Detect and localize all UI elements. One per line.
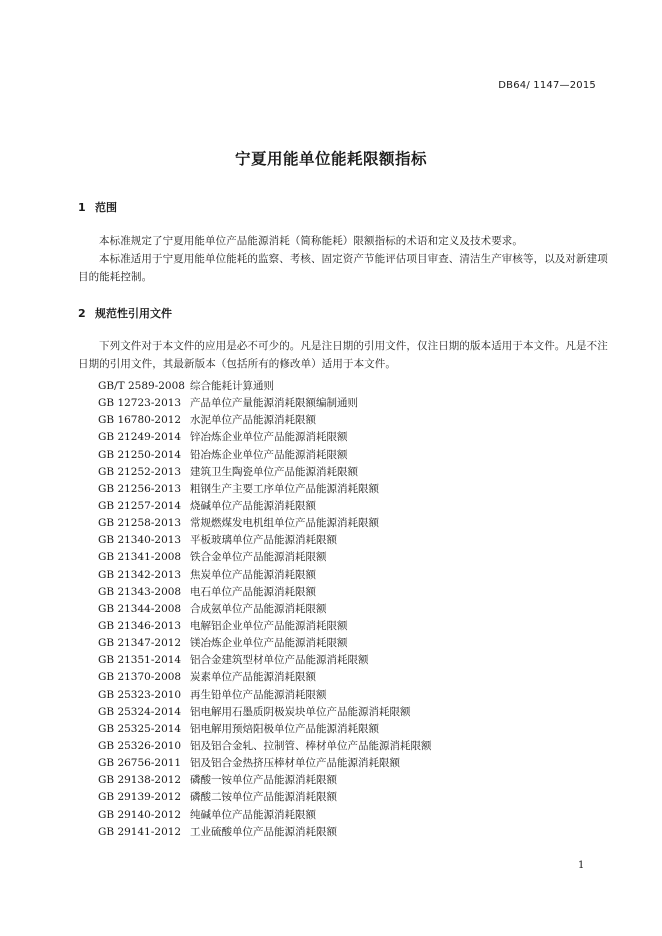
reference-code: GB 21342-2013 <box>98 568 182 581</box>
reference-code: GB 25325-2014 <box>98 722 182 735</box>
reference-title: 铝电解用预焙阳极单位产品能源消耗限额 <box>190 722 379 735</box>
reference-title: 综合能耗计算通则 <box>190 380 274 392</box>
reference-item <box>98 378 432 395</box>
reference-title: 合成氨单位产品能源消耗限额 <box>190 602 327 615</box>
section-heading-normative-references <box>78 305 172 321</box>
reference-title: 铝电解用石墨质阴极炭块单位产品能源消耗限额 <box>190 705 411 718</box>
reference-code: GB 21249-2014 <box>98 431 182 444</box>
reference-item <box>98 789 432 806</box>
reference-item <box>98 635 432 652</box>
reference-code: GB 21257-2014 <box>98 499 182 512</box>
reference-title: 磷酸二铵单位产品能源消耗限额 <box>190 791 337 804</box>
document-title: 宁夏用能单位能耗限额指标 <box>234 150 427 168</box>
reference-code: GB 21343-2008 <box>98 585 182 598</box>
reference-title: 再生铅单位产品能源消耗限额 <box>190 688 327 701</box>
reference-code: GB 21347-2012 <box>98 637 182 650</box>
section-number: 2 <box>78 307 86 320</box>
reference-title: 磷酸一铵单位产品能源消耗限额 <box>190 774 337 787</box>
reference-title: 电石单位产品能源消耗限额 <box>190 585 316 598</box>
reference-code: GB 25326-2010 <box>98 739 182 752</box>
reference-code: GB 21258-2013 <box>98 517 182 530</box>
reference-item <box>98 772 432 789</box>
paragraph: 下列文件对于本文件的应用是必不可少的。凡是注日期的引用文件，仅注日期的版本适用于本文件。凡是不注日期的引用文件，其最新版本（包括所有的修改单）适用于本文件。 <box>78 340 608 370</box>
reference-title: 铝合金建筑型材单位产品能源消耗限额 <box>190 654 369 667</box>
reference-item <box>98 481 432 498</box>
reference-item <box>98 549 432 566</box>
standard-code: DB64/ 1147—2015 <box>498 80 596 91</box>
section-title: 范围 <box>95 201 117 214</box>
reference-title: 建筑卫生陶瓷单位产品能源消耗限额 <box>190 465 358 478</box>
reference-code: GB 21340-2013 <box>98 534 182 547</box>
reference-title: 锌冶炼企业单位产品能源消耗限额 <box>190 431 348 444</box>
reference-title: 铅冶炼企业单位产品能源消耗限额 <box>190 448 348 461</box>
reference-item <box>98 687 432 704</box>
reference-item <box>98 429 432 446</box>
reference-title: 铝及铝合金轧、拉制管、棒材单位产品能源消耗限额 <box>190 739 432 752</box>
reference-code: GB 25324-2014 <box>98 705 182 718</box>
reference-code: GB 21256-2013 <box>98 482 182 495</box>
reference-title: 烧碱单位产品能源消耗限额 <box>190 499 316 512</box>
reference-item <box>98 669 432 686</box>
reference-item <box>98 464 432 481</box>
section-number: 1 <box>78 201 86 214</box>
reference-title: 粗钢生产主要工序单位产品能源消耗限额 <box>190 482 379 495</box>
reference-code: GB 21252-2013 <box>98 465 182 478</box>
reference-code: GB 21341-2008 <box>98 551 182 564</box>
reference-item <box>98 532 432 549</box>
reference-item <box>98 618 432 635</box>
reference-title: 镁冶炼企业单位产品能源消耗限额 <box>190 637 348 650</box>
reference-code: GB 26756-2011 <box>98 757 182 770</box>
reference-code: GB 21250-2014 <box>98 448 182 461</box>
reference-title: 焦炭单位产品能源消耗限额 <box>190 568 316 581</box>
reference-item <box>98 601 432 618</box>
reference-title: 平板玻璃单位产品能源消耗限额 <box>190 534 337 547</box>
reference-code: GB/T 2589-2008 <box>98 380 185 392</box>
reference-title: 炭素单位产品能源消耗限额 <box>190 671 316 684</box>
reference-item <box>98 755 432 772</box>
reference-title: 工业硫酸单位产品能源消耗限额 <box>190 825 337 838</box>
reference-list <box>98 378 432 841</box>
reference-item <box>98 395 432 412</box>
reference-item <box>98 498 432 515</box>
page-number: 1 <box>578 860 585 871</box>
reference-code: GB 16780-2012 <box>98 414 182 427</box>
reference-code: GB 29139-2012 <box>98 791 182 804</box>
reference-code: GB 29138-2012 <box>98 774 182 787</box>
reference-title: 常规燃煤发电机组单位产品能源消耗限额 <box>190 517 379 530</box>
paragraph: 本标准适用于宁夏用能单位能耗的监察、考核、固定资产节能评估项目审查、清洁生产审核等，以及对新建项目的能耗控制。 <box>78 253 608 283</box>
reference-code: GB 29140-2012 <box>98 808 182 821</box>
reference-item <box>98 738 432 755</box>
reference-item <box>98 584 432 601</box>
reference-item <box>98 721 432 738</box>
section-heading-scope <box>78 199 117 215</box>
reference-title: 铝及铝合金热挤压棒材单位产品能源消耗限额 <box>190 757 400 770</box>
reference-code: GB 25323-2010 <box>98 688 182 701</box>
reference-title: 产品单位产量能源消耗限额编制通则 <box>190 397 358 410</box>
reference-code: GB 12723-2013 <box>98 397 182 410</box>
reference-code: GB 21346-2013 <box>98 619 182 632</box>
reference-item <box>98 412 432 429</box>
reference-code: GB 21344-2008 <box>98 602 182 615</box>
reference-item <box>98 652 432 669</box>
reference-item <box>98 515 432 532</box>
reference-item <box>98 704 432 721</box>
reference-code: GB 29141-2012 <box>98 825 182 838</box>
reference-title: 纯碱单位产品能源消耗限额 <box>190 808 316 821</box>
paragraph: 本标准规定了宁夏用能单位产品能源消耗（简称能耗）限额指标的术语和定义及技术要求。 <box>99 235 523 247</box>
reference-code: GB 21351-2014 <box>98 654 182 667</box>
section-title: 规范性引用文件 <box>95 307 172 320</box>
reference-item <box>98 447 432 464</box>
reference-item <box>98 807 432 824</box>
reference-item <box>98 567 432 584</box>
reference-title: 水泥单位产品能源消耗限额 <box>190 414 316 427</box>
reference-title: 电解铝企业单位产品能源消耗限额 <box>190 619 348 632</box>
reference-code: GB 21370-2008 <box>98 671 182 684</box>
reference-item <box>98 824 432 841</box>
reference-title: 铁合金单位产品能源消耗限额 <box>190 551 327 564</box>
